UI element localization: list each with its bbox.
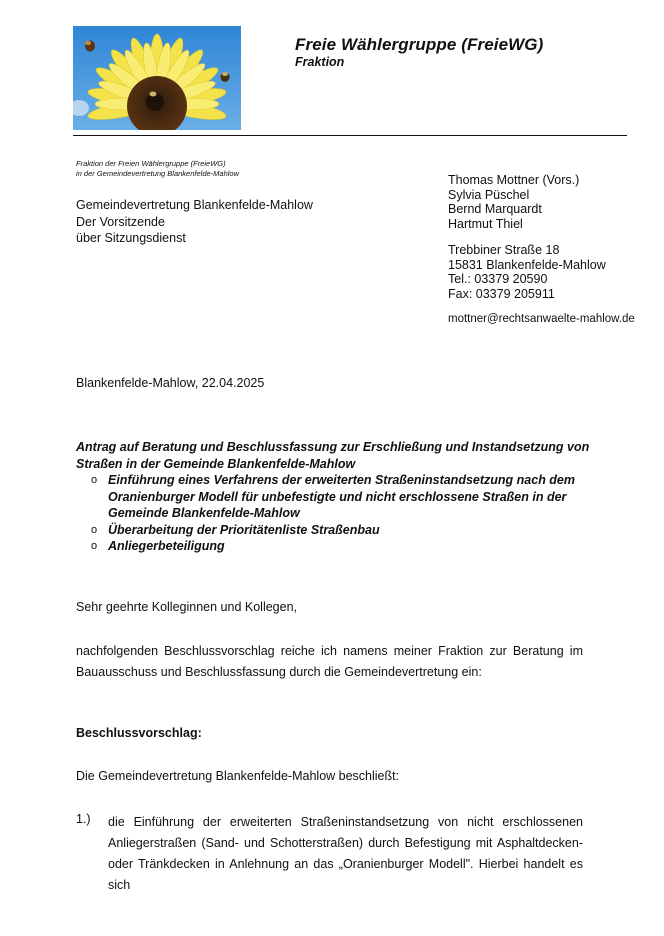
place-and-date: Blankenfelde-Mahlow, 22.04.2025 [76, 376, 265, 390]
subject-list-item: o Überarbeitung der Prioritätenliste Straßenbau [91, 522, 380, 537]
hollow-bullet-icon: o [91, 523, 98, 536]
salutation: Sehr geehrte Kolleginnen und Kollegen, [76, 600, 298, 614]
intro-paragraph: nachfolgenden Beschlussvorschlag reiche ich namens meiner Fraktion zur Beratung im Bauausschuss und Beschlussfassung durch die Gemeindevertretung ein: [76, 644, 583, 679]
sender-line-2: in der Gemeindevertretung Blankenfelde-Mahlow [76, 168, 240, 178]
sunflower-image-icon [73, 26, 241, 130]
subject-block [76, 439, 596, 555]
header-divider [73, 135, 627, 136]
hollow-bullet-icon: o [91, 540, 98, 552]
subject-text: Antrag auf Beratung und Beschlussfassung zur Erschließung und Instandsetzung von Straßen in der Gemeinde Blankenfelde-Mahlow [76, 440, 590, 471]
sunflower-logo [73, 26, 241, 130]
member-name: Bernd Marquardt [448, 202, 542, 216]
party-title: Freie Wählergruppe (FreieWG) [295, 35, 544, 54]
faction-members [448, 173, 579, 231]
contact-fax: Fax: 03379 205911 [448, 286, 555, 301]
bee-left-icon [85, 41, 95, 52]
hollow-bullet-icon: o [91, 474, 98, 486]
recipient-address [76, 197, 313, 247]
party-subtitle: Fraktion [295, 55, 345, 69]
resolution-statement: Die Gemeindevertretung Blankenfelde-Mahlow beschließt: [76, 769, 400, 783]
member-name: Thomas Mottner (Vors.) [448, 173, 580, 187]
recipient-line-3: über Sitzungsdienst [76, 231, 186, 245]
contact-phone: Tel.: 03379 20590 [448, 272, 548, 286]
subject-list [76, 472, 596, 555]
recipient-line-1: Gemeindevertretung Blankenfelde-Mahlow [76, 198, 313, 212]
sender-return-address [76, 159, 239, 178]
member-name: Hartmut Thiel [448, 216, 523, 231]
sender-line-1: Fraktion der Freien Wählergruppe (FreieWG) [76, 159, 226, 168]
contact-street: Trebbiner Straße 18 [448, 243, 560, 257]
contact-address [448, 243, 606, 301]
bee-right-icon [221, 72, 230, 82]
subject-list-item: o Anliegerbeteiligung [91, 539, 225, 553]
contact-email: mottner@rechtsanwaelte-mahlow.de [448, 313, 635, 325]
resolution-item-number: 1.) [76, 812, 91, 826]
resolution-item-text: die Einführung der erweiterten Straßeninstandsetzung von nicht erschlossenen Anliegerstraßen (Sand- und Schotterstraßen) durch Befestigung mit Asphaltdecken- oder Tränkdecken in Anlehnung an das „Oranienburger Modell". Hierbei handelt es sich [108, 815, 583, 892]
proposal-heading: Beschlussvorschlag: [76, 726, 202, 740]
contact-city: 15831 Blankenfelde-Mahlow [448, 257, 606, 272]
member-name: Sylvia Püschel [448, 187, 530, 202]
subject-list-item: o Einführung eines Verfahrens der erweiterten Straßeninstandsetzung nach dem Oranienburger Modell für unbefestigte und nicht erschlossene Straßen in der Gemeinde Blankenfelde-Mahlow [91, 473, 575, 520]
recipient-line-2: Der Vorsitzende [76, 214, 165, 229]
